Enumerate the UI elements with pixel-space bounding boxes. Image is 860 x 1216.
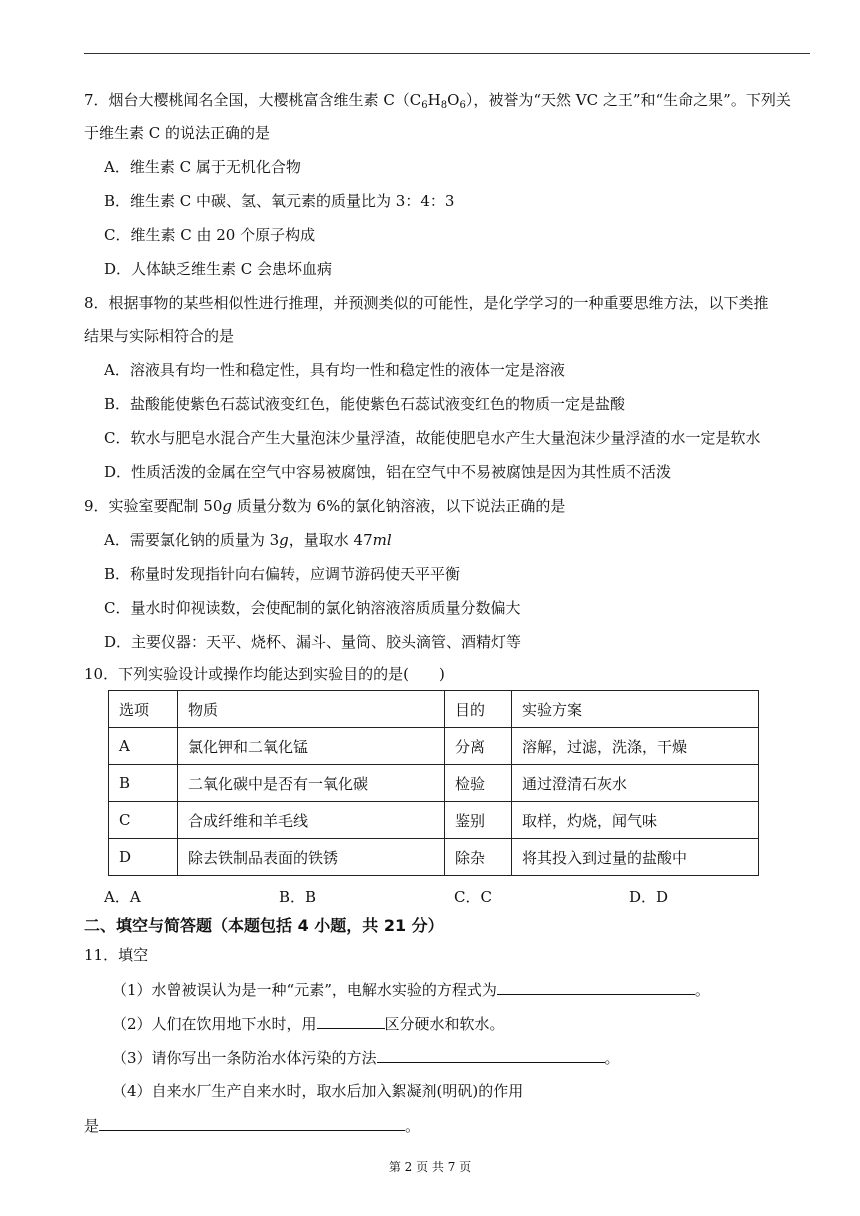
q7-stem-line2: 于维生素 C 的说法正确的是: [84, 124, 271, 142]
answer-blank-4[interactable]: [99, 1114, 405, 1131]
q11-sub4-continued: 是 。: [84, 1114, 420, 1137]
table-cell: 通过澄清石灰水: [512, 765, 759, 802]
table-row: [109, 839, 759, 876]
section-heading: 二、填空与简答题（本题包括 4 小题，共 21 分）: [84, 916, 444, 935]
q11-sub1: （1）水曾被误认为是一种“元素”，电解水实验的方程式为 。: [112, 978, 710, 1001]
table-cell: 分离: [445, 728, 512, 765]
table-row: [109, 802, 759, 839]
q7-option-c: C．维生素 C 由 20 个原子构成: [104, 226, 316, 244]
table-header-cell: 物质: [178, 691, 445, 728]
q10-answer-d: D．D: [629, 888, 669, 906]
table-header-row: [109, 691, 759, 728]
q8-option-c: C．软水与肥皂水混合产生大量泡沫少量浮渣，故能使肥皂水产生大量泡沫少量浮渣的水一定是软水: [104, 429, 761, 447]
table-cell: A: [109, 728, 178, 765]
table-cell: B: [109, 765, 178, 802]
q10-answer-a: A．A: [104, 888, 141, 906]
answer-blank-2[interactable]: [317, 1012, 385, 1029]
table-cell: 取样，灼烧，闻气味: [512, 802, 759, 839]
table-cell: 氯化钾和二氧化锰: [178, 728, 445, 765]
q8-stem-line2: 结果与实际相符合的是: [84, 327, 235, 345]
q8-option-d: D．性质活泼的金属在空气中容易被腐蚀，铝在空气中不易被腐蚀是因为其性质不活泼: [104, 463, 672, 481]
table-cell: 鉴别: [445, 802, 512, 839]
answer-blank-3[interactable]: [377, 1046, 605, 1063]
table-cell: 检验: [445, 765, 512, 802]
table-header-cell: 选项: [109, 691, 178, 728]
table-cell: 将其投入到过量的盐酸中: [512, 839, 759, 876]
q8-option-a: A．溶液具有均一性和稳定性，具有均一性和稳定性的液体一定是溶液: [104, 361, 565, 379]
q7-option-d: D．人体缺乏维生素 C 会患坏血病: [104, 260, 333, 278]
page-footer: 第 2 页 共 7 页: [388, 1160, 472, 1174]
table-cell: 二氧化碳中是否有一氧化碳: [178, 765, 445, 802]
q9-stem: 9．实验室要配制 50g 质量分数为 6%的氯化钠溶液，以下说法正确的是: [84, 497, 566, 515]
table-row: [109, 765, 759, 802]
q9-option-c: C．量水时仰视读数，会使配制的氯化钠溶液溶质质量分数偏大: [104, 599, 521, 617]
q9-option-b: B．称量时发现指针向右偏转，应调节游码使天平平衡: [104, 565, 461, 583]
table-header-cell: 目的: [445, 691, 512, 728]
header-rule: [84, 53, 810, 54]
table-cell: C: [109, 802, 178, 839]
q11-sub4: （4）自来水厂生产自来水时，取水后加入絮凝剂(明矾)的作用: [112, 1082, 524, 1100]
q10-answer-b: B．B: [279, 888, 317, 906]
q8-stem-line1: 8．根据事物的某些相似性进行推理，并预测类似的可能性，是化学学习的一种重要思维方法，以下类推: [84, 294, 769, 312]
table-cell: 除杂: [445, 839, 512, 876]
table-header-cell: 实验方案: [512, 691, 759, 728]
q9-option-d: D．主要仪器：天平、烧杯、漏斗、量筒、胶头滴管、酒精灯等: [104, 633, 522, 651]
q9-option-a: A．需要氯化钠的质量为 3g，量取水 47ml: [104, 531, 392, 549]
q10-stem: 10．下列实验设计或操作均能达到实验目的的是( ): [84, 665, 445, 683]
experiment-table: [108, 690, 759, 876]
table-cell: 溶解，过滤，洗涤，干燥: [512, 728, 759, 765]
q7-option-b: B．维生素 C 中碳、氢、氧元素的质量比为 3：4：3: [104, 192, 455, 210]
q11-sub2: （2）人们在饮用地下水时，用 区分硬水和软水。: [112, 1012, 505, 1035]
q8-option-b: B．盐酸能使紫色石蕊试液变红色，能使紫色石蕊试液变红色的物质一定是盐酸: [104, 395, 626, 413]
answer-blank-1[interactable]: [497, 978, 695, 995]
table-cell: 除去铁制品表面的铁锈: [178, 839, 445, 876]
q11-stem: 11．填空: [84, 946, 149, 964]
q7-stem-line1: 7．烟台大樱桃闻名全国，大樱桃富含维生素 $C(C_6H_8O_6)$，被誉为“天然 VC 之王”和“生命之果”。下列关: [84, 91, 791, 111]
q11-sub3: （3）请你写出一条防治水体污染的方法 。: [112, 1046, 620, 1069]
table-row: [109, 728, 759, 765]
q10-answer-c: C．C: [454, 888, 492, 906]
table-cell: D: [109, 839, 178, 876]
q7-option-a: A．维生素 C 属于无机化合物: [104, 158, 301, 176]
table-cell: 合成纤维和羊毛线: [178, 802, 445, 839]
